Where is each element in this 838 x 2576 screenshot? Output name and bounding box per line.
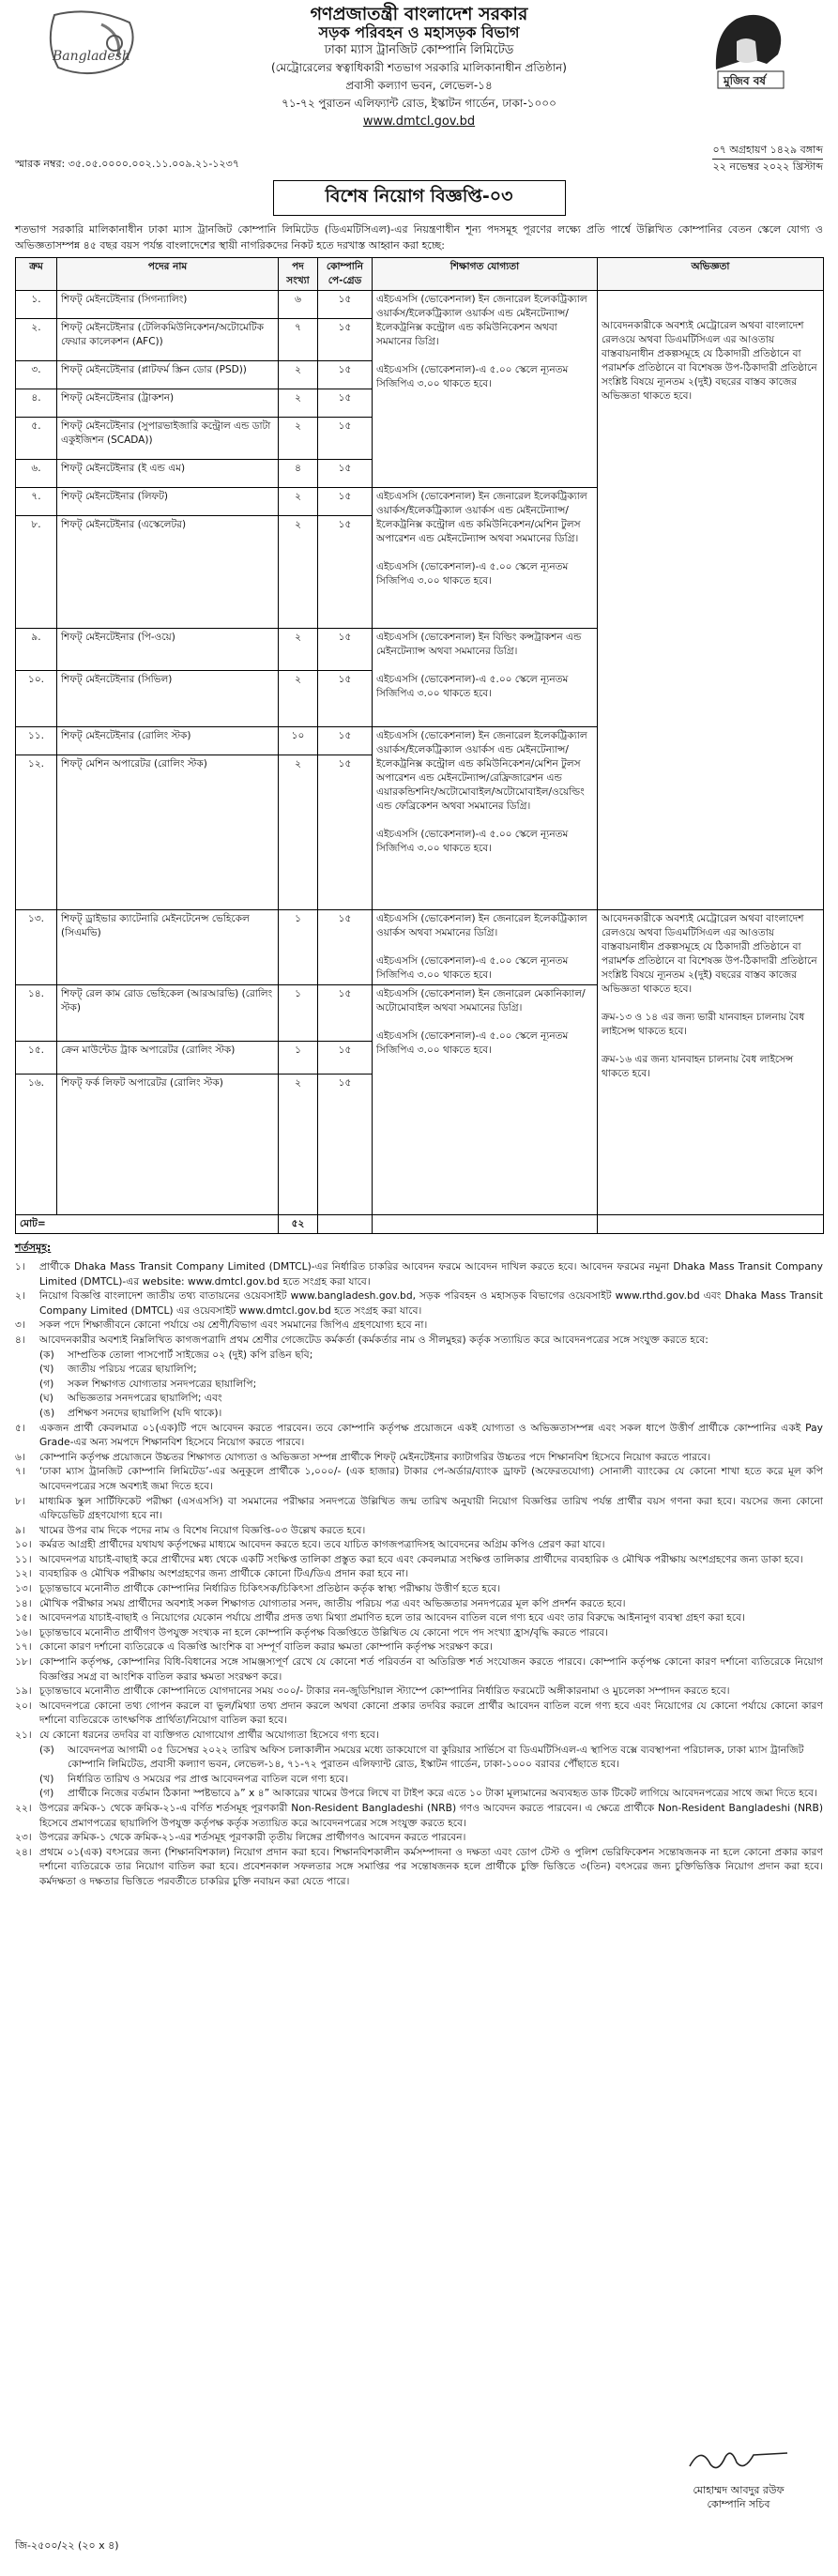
- row-grade: ১৫: [318, 1075, 373, 1215]
- row-serial: ৬.: [16, 460, 57, 488]
- row-post-name: শিফট্ মেইনটেইনার (ট্রাকশন): [57, 389, 279, 418]
- row-serial: ৩.: [16, 361, 57, 389]
- total-value: ৫২: [279, 1215, 318, 1234]
- condition-item: [15, 1537, 823, 1552]
- subitem-text: সকল শিক্ষাগত যোগ্যতার সনদপত্রের ছায়ালিপি;: [68, 1377, 257, 1390]
- row-post-name: শিফট্ মেইনটেইনার (পি-ওয়ে): [57, 629, 279, 671]
- condition-text: চূড়ান্তভাবে মনোনীত প্রার্থীকে কোম্পানির নির্ধারিত চিকিৎসক/চিকিৎসা প্রতিষ্ঠান কর্তৃক স্বাস্থ্য পরীক্ষায় উত্তীর্ণ হতে হবে।: [39, 1582, 501, 1595]
- condition-text: যে কোনো ধরনের তদবির বা ব্যক্তিগত যোগাযোগ প্রার্থীর অযোগ্যতা হিসেবে গণ্য হবে।: [39, 1729, 379, 1741]
- row-serial: ৮.: [16, 516, 57, 629]
- condition-text: খামের উপর বাম দিকে পদের নাম ও বিশেষ নিয়োগ বিজ্ঞপ্তি-০৩ উল্লেখ করতে হবে।: [39, 1523, 366, 1536]
- condition-text: নিয়োগ বিজ্ঞপ্তি বাংলাদেশ জাতীয় তথ্য বাতায়নের ওয়েবসাইট www.bangladesh.gov.bd, সড়ক পরিবহন ও মহাসড়ক বিভাগের ওয়েবসাইট www.rthd.gov.bd এবং Dhaka Mass Transit Company Limited (DMTCL) এর ওয়েবসাইট www.dmtcl.gov.bd হতে সংগ্রহ করা যাবে।: [39, 1289, 823, 1317]
- condition-number: ১৮।: [15, 1655, 32, 1669]
- condition-item: [15, 1639, 823, 1654]
- subitem-text: প্রার্থীকে নিজের বর্তমান ঠিকানা স্পষ্টভাবে ৯” x ৪” আকারের খামের উপরে লিখে বা টাইপ করে এতে ১০ টাকা মূল্যমানের অব্যবহৃত ডাক টিকেট লাগিয়ে আবেদনপত্রের সাথে জমা দিতে হবে।: [68, 1787, 817, 1800]
- condition-number: ২।: [15, 1289, 25, 1303]
- condition-number: ২৪।: [15, 1845, 32, 1858]
- row-serial: ১৩.: [16, 910, 57, 985]
- row-count: ১: [279, 910, 318, 985]
- row-grade: ১৫: [318, 755, 373, 910]
- col-header-post-count: পদ সংখ্যা: [279, 258, 318, 291]
- row-count: ২: [279, 488, 318, 516]
- condition-text: কোম্পানি কর্তৃপক্ষ প্রয়োজনে উচ্চতর শিক্ষাগত যোগ্যতা ও অভিজ্ঞতা সম্পন্ন প্রার্থীকে শিফট্ মেইনটেইনার ক্যাটাগরির উচ্চতর পদে শিক্ষানবিশ হিসেবে নিয়োগ করতে পারবে।: [39, 1450, 711, 1463]
- row-grade: ১৫: [318, 319, 373, 361]
- subitem-number: (খ): [39, 1772, 54, 1785]
- qualification-cell: এইচএসসি (ভোকেশনাল) ইন জেনারেল ইলেকট্রিক্যাল ওয়ার্কস/ইলেকট্রিক্যাল ওয়ার্কস এন্ড মেইনটেন্যান্স/ইলেকট্রনিক্স কন্ট্রোল এন্ড কমিউনিকেশন/মেশিন টুলস অপারেশন এন্ড মেইনটেন্যান্স অথবা সমমানের ডিগ্রি। এইচএসসি (ভোকেশনাল)-এ ৫.০০ স্কেলে ন্যূনতম সিজিপিএ ৩.০০ থাকতে হবে।: [373, 488, 598, 629]
- condition-item: [15, 1596, 823, 1611]
- row-count: ২: [279, 629, 318, 671]
- subitem-number: (ঘ): [39, 1392, 53, 1405]
- row-post-name: শিফট্ মেইনটেইনার (ই এন্ড এম): [57, 460, 279, 488]
- qualification-cell: এইচএসসি (ভোকেশনাল) ইন জেনারেল ইলেকট্রিক্যাল ওয়ার্কস/ইলেকট্রিক্যাল ওয়ার্কস এন্ড মেইনটেন্যান্স/ইলেকট্রনিক্স কন্ট্রোল এন্ড কমিউনিকেশন/মেশিন টুলস অপারেশন এন্ড মেইনটেন্যান্স/রেফ্রিজারেশন এন্ড এয়ারকন্ডিশনিং/অটোমোবাইল/অটোমোবাইল/ওয়েল্ডিং এন্ড ফেব্রিকেশন অথবা সমমানের ডিগ্রি। এইচএসসি (ভোকেশনাল)-এ ৫.০০ স্কেলে ন্যূনতম সিজিপিএ ৩.০০ থাকতে হবে।: [373, 727, 598, 910]
- subitem-text: জাতীয় পরিচয় পত্রের ছায়ালিপি;: [68, 1363, 197, 1376]
- condition-item: [15, 1654, 823, 1684]
- condition-number: ৫।: [15, 1421, 25, 1434]
- row-grade: ১৫: [318, 418, 373, 460]
- bangladesh-logo-icon: [36, 6, 148, 83]
- row-count: ২: [279, 755, 318, 910]
- row-count: ১: [279, 985, 318, 1042]
- condition-text: মৌখিক পরীক্ষার সময় প্রার্থীদের অবশ্যই সকল শিক্ষাগত যোগ্যতার সনদ, জাতীয় পরিচয় পত্র এবং অভিজ্ঞতার সনদপত্রের মূল কপি প্রদর্শন করতে হবে।: [39, 1596, 626, 1609]
- subitem-text: সাম্প্রতিক তোলা পাসপোর্ট সাইজের ০২ (দুই) কপি রঙিন ছবি;: [68, 1348, 313, 1361]
- row-post-name: শিফট্ মেইনটেইনার (রোলিং স্টক): [57, 727, 279, 755]
- qualification-cell: এইচএসসি (ভোকেশনাল) ইন বিল্ডিং কন্সট্রাকশন এন্ড মেইনটেন্যান্স অথবা সমমানের ডিগ্রি। এইচএসসি (ভোকেশনাল)-এ ৫.০০ স্কেলে ন্যূনতম সিজিপিএ ৩.০০ থাকতে হবে।: [373, 629, 598, 727]
- row-grade: ১৫: [318, 361, 373, 389]
- condition-text: উপরের ক্রমিক-১ থেকে ক্রমিক-২১-এ বর্ণিত শর্তসমূহ পূরণকারী Non-Resident Bangladeshi (NRB) গণও আবেদন করতে পারবেন। এ ক্ষেত্রে প্রার্থীকে Non-Resident Bangladeshi (NRB) হিসেবে প্রমাণপত্রের ছায়ালিপি উপযুক্ত কর্তৃপক্ষ কর্তৃক সত্যায়িত করে আবেদনপত্রের সঙ্গে সংযুক্ত করতে হবে।: [39, 1801, 823, 1829]
- govt-name: গণপ্রজাতন্ত্রী বাংলাদেশ সরকার: [310, 4, 528, 24]
- condition-item: [15, 1421, 823, 1450]
- row-grade: ১৫: [318, 910, 373, 985]
- col-header-post-name: পদের নাম: [57, 258, 279, 291]
- condition-number: ১৫।: [15, 1611, 32, 1624]
- date-english: ২২ নভেম্বর ২০২২ খ্রিস্টাব্দ: [712, 160, 823, 173]
- row-count: ৪: [279, 460, 318, 488]
- col-header-qualification: শিক্ষাগত যোগ্যতা: [373, 258, 598, 291]
- condition-number: ১৭।: [15, 1640, 32, 1654]
- condition-item: [15, 1566, 823, 1581]
- condition-subitem: [15, 1786, 823, 1801]
- total-row: [16, 1215, 824, 1234]
- signature-icon: [682, 2440, 795, 2477]
- row-serial: ১২.: [16, 755, 57, 910]
- condition-text: চূড়ান্তভাবে মনোনীত প্রার্থীগণ উপযুক্ত সংখ্যক না হলে কোম্পানি কর্তৃপক্ষ বিজ্ঞপ্তিতে উল্লিখিত যে কোনো পদে পদ সংখ্যা হ্রাস/বৃদ্ধি করতে পারবে।: [39, 1625, 608, 1639]
- table-row: [16, 910, 824, 985]
- col-header-experience: অভিজ্ঞতা: [598, 258, 824, 291]
- reference-row: [15, 143, 823, 175]
- condition-text: কোম্পানি কর্তৃপক্ষ, কোম্পানির বিধি-বিধানের সঙ্গে সামঞ্জস্যপূর্ণ রেখে যে কোনো শর্ত পরিবর্তন বা অতিরিক্ত শর্ত সংযোজন করতে পারবে। কোম্পানি কর্তৃপক্ষ কোনো কারণ দর্শানো ব্যতিরেকে নিয়োগ বিজ্ঞপ্তির সমগ্র বা আংশিক বাতিল করার ক্ষমতা সংরক্ষণ করে।: [39, 1655, 823, 1683]
- condition-text: চূড়ান্তভাবে মনোনীত প্রার্থীকে কোম্পানিতে যোগদানের সময় ৩০০/- টাকার নন-জুডিশিয়াল স্ট্যাম্পে কোম্পানির নির্ধারিত ফরমেটে অঙ্গীকারনামা ও মুচলেকা সম্পাদন করতে হবে।: [39, 1684, 730, 1698]
- condition-item: [15, 1728, 823, 1743]
- row-serial: ১৪.: [16, 985, 57, 1042]
- row-count: ১০: [279, 727, 318, 755]
- row-serial: ১০.: [16, 671, 57, 727]
- total-empty-cell: [318, 1215, 373, 1234]
- row-post-name: শিফট্ মেইনটেইনার (লিফট): [57, 488, 279, 516]
- row-post-name: শিফট্ মেইনটেইনার (সিগন্যালিং): [57, 291, 279, 319]
- intro-paragraph: শতভাগ সরকারি মালিকানাধীন ঢাকা ম্যাস ট্রানজিট কোম্পানি লিমিটেড (ডিএমটিসিএল)-এর নিয়ন্ত্রণাধীন শূন্য পদসমূহ পূরণের লক্ষ্যে প্রতি পার্শ্বে উল্লিখিত কোম্পানির বেতন স্কেলে যোগ্য ও অভিজ্ঞতাসম্পন্ন ৪৫ বছর বয়স পর্যন্ত বাংলাদেশের স্থায়ী নাগরিকদের নিকট হতে দরখাস্ত আহ্বান করা হচ্ছে:: [15, 223, 823, 252]
- row-count: ২: [279, 418, 318, 460]
- condition-subitem: [15, 1377, 823, 1392]
- company-name: ঢাকা ম্যাস ট্রানজিট কোম্পানি লিমিটেড: [324, 43, 514, 57]
- row-post-name: শিফট্ মেইনটেইনার (এস্কেলেটর): [57, 516, 279, 629]
- condition-subitem: [15, 1772, 823, 1787]
- row-count: ১: [279, 1042, 318, 1075]
- posts-table: [15, 257, 824, 1234]
- subitem-number: (গ): [39, 1787, 54, 1800]
- total-label: মোট=: [16, 1215, 279, 1234]
- memo-number: স্মারক নম্বর: ৩৫.০৫.০০০০.০০২.১১.০০৯.২১-১২৩৭: [15, 158, 239, 170]
- subitem-number: (গ): [39, 1377, 54, 1390]
- row-serial: ৪.: [16, 389, 57, 418]
- experience-cell: আবেদনকারীকে অবশ্যই মেট্রোরেল অথবা বাংলাদেশ রেলওয়ে অথবা ডিএমটিসিএল এর আওতায় বাস্তবায়নাধীন প্রকল্পসমূহে যে ঠিকাদারী প্রতিষ্ঠানে বা পরামর্শক প্রতিষ্ঠানে বা বিশেষজ্ঞ উপ-ঠিকাদারী প্রতিষ্ঠানে সংশ্লিষ্ট বিষয়ে ন্যূনতম ২(দুই) বছরের বাস্তব কাজের অভিজ্ঞতা থাকতে হবে। ক্রম-১৩ ও ১৪ এর জন্য ভারী যানবাহন চালনায় বৈধ লাইসেন্স থাকতে হবে। ক্রম-১৬ এর জন্য যানবাহন চালনায় বৈধ লাইসেন্স থাকতে হবে।: [598, 910, 824, 1215]
- condition-text: আবেদনপত্র যাচাই-বাছাই ও নিয়োগের যেকোন পর্যায়ে প্রার্থীর প্রদত্ত তথ্য মিথ্যা প্রমাণিত হলে তার আবেদন বাতিল বলে গণ্য হবে এবং তার বিরুদ্ধে আইনানুগ ব্যবস্থা গ্রহণ করা হবে।: [39, 1611, 745, 1624]
- condition-number: ২১।: [15, 1729, 32, 1741]
- subitem-number: (ক): [39, 1743, 54, 1756]
- row-count: ৭: [279, 319, 318, 361]
- signatory-title: কোম্পানি সচিব: [707, 2498, 770, 2510]
- row-serial: ৭.: [16, 488, 57, 516]
- row-grade: ১৫: [318, 985, 373, 1042]
- company-subtitle: (মেট্রোরেলের স্বত্বাধিকারী শতভাগ সরকারি মালিকানাধীন প্রতিষ্ঠান): [270, 61, 567, 74]
- condition-item: [15, 1288, 823, 1318]
- condition-item: [15, 1830, 823, 1845]
- conditions-title: শর্তসমূহ:: [15, 1242, 52, 1254]
- row-count: ২: [279, 516, 318, 629]
- condition-number: ১০।: [15, 1538, 32, 1551]
- condition-item: [15, 1259, 823, 1288]
- condition-number: ১৩।: [15, 1582, 32, 1595]
- qualification-cell: এইচএসসি (ভোকেশনাল) ইন জেনারেল মেকানিক্যাল/অটোমোবাইল অথবা সমমানের ডিগ্রি। এইচএসসি (ভোকেশনাল)-এ ৫.০০ স্কেলে ন্যূনতম সিজিপিএ ৩.০০ থাকতে হবে।: [373, 985, 598, 1215]
- row-count: ২: [279, 389, 318, 418]
- condition-item: [15, 1523, 823, 1538]
- row-grade: ১৫: [318, 671, 373, 727]
- condition-item: [15, 1684, 823, 1699]
- row-grade: ১৫: [318, 516, 373, 629]
- row-post-name: শিফট্ মেইনটেইনার (সুপারভাইজারি কন্ট্রোল এন্ড ডাটা একুইজিশন (SCADA)): [57, 418, 279, 460]
- subitem-text: অভিজ্ঞতার সনদপত্রের ছায়ালিপি; এবং: [68, 1392, 222, 1405]
- table-row: [16, 291, 824, 319]
- condition-subitem: [15, 1406, 823, 1421]
- condition-item: [15, 1318, 823, 1333]
- condition-text: আবেদনপত্র যাচাই-বাছাই করে প্রার্থীদের মধ্য থেকে একটি সংক্ষিপ্ত তালিকা প্রস্তুত করা হবে এবং কেবলমাত্র সংক্ষিপ্ত তালিকার প্রার্থীদের ব্যবহারিক ও মৌখিক পরীক্ষায় অংশগ্রহণের জন্য ডাকা হবে।: [39, 1552, 803, 1565]
- row-serial: ৫.: [16, 418, 57, 460]
- row-grade: ১৫: [318, 460, 373, 488]
- condition-item: [15, 1581, 823, 1596]
- total-empty-cell: [598, 1215, 824, 1234]
- condition-number: ৭।: [15, 1465, 25, 1478]
- row-serial: ৯.: [16, 629, 57, 671]
- condition-number: ৯।: [15, 1523, 25, 1536]
- row-count: ৬: [279, 291, 318, 319]
- row-serial: ১৬.: [16, 1075, 57, 1215]
- condition-text: কর্মরত আগ্রহী প্রার্থীদের যথাযথ কর্তৃপক্ষের মাধ্যমে আবেদন করতে হবে। তবে যাচিত কাগজপত্রাদিসহ আবেদনের অগ্রিম কপিও প্রেরণ করা যাবে।: [39, 1538, 605, 1551]
- row-grade: ১৫: [318, 727, 373, 755]
- condition-number: ১২।: [15, 1567, 32, 1580]
- condition-number: ৩।: [15, 1318, 25, 1332]
- condition-text: মাধ্যমিক স্কুল সার্টিফিকেট পরীক্ষা (এসএসসি) বা সমমানের পরীক্ষার সনদপত্রে উল্লিখিত জন্ম তারিখ অনুযায়ী নিয়োগ বিজ্ঞপ্তির তারিখ পর্যন্ত প্রার্থীর বয়স গণনা করা হবে। বয়সের জন্য কোনো এফিডেভিট গ্রহণযোগ্য হবে না।: [39, 1494, 823, 1522]
- signatory-name: মোহাম্মদ আবদুর রউফ: [693, 2484, 785, 2496]
- col-header-serial: ক্রম: [16, 258, 57, 291]
- condition-number: ২২।: [15, 1801, 32, 1814]
- condition-text: আবেদনপত্রে কোনো তথ্য গোপন করলে বা ভুল/মিথ্যা তথ্য প্রদান করলে অথবা কোনো প্রকার তদবির করলে প্রার্থীর আবেদন বাতিল বলে গণ্য হবে এবং নিয়োগের যে কোনো পর্যায়ে কোনো কারণ দর্শানো ব্যতিরেকে তাৎক্ষণিক প্রার্থিতা/নিয়োগ বাতিল করা হবে।: [39, 1699, 823, 1727]
- subitem-number: (ঙ): [39, 1406, 55, 1419]
- condition-subitem: [15, 1348, 823, 1363]
- notice-title: বিশেষ নিয়োগ বিজ্ঞপ্তি-০৩: [273, 180, 566, 216]
- signature-block: [682, 2440, 795, 2511]
- condition-text: প্রথমে ০১(এক) বৎসরের জন্য (শিক্ষানবিশকাল) নিয়োগ প্রদান করা হবে। শিক্ষানবিশকালীন কর্মসম্পাদনা ও দক্ষতা এবং ডোপ টেস্ট ও পুলিশ ভেরিফিকেশন সন্তোষজনক না হলে কোনো প্রকার কারণ দর্শানো ব্যতিরেকে তার নিয়োগ বাতিল করা হবে। প্রবেশনকাল সফলতার সঙ্গে সমাপ্তির পর সন্তোষজনক হলে প্রার্থীকে চুক্তি ভিত্তিতে ৩(তিন) বৎসরের জন্য চুক্তিভিত্তিক নিয়োগ প্রদান করা হবে। কর্মদক্ষতা ও দক্ষতার ভিত্তিতে পরবর্তীতে চাকরির চুক্তি নবায়ন করা যেতে পারে।: [39, 1845, 823, 1887]
- subitem-text: নির্ধারিত তারিখ ও সময়ের পর প্রাপ্ত আবেদনপত্র বাতিল বলে গণ্য হবে।: [68, 1772, 349, 1785]
- mujib-borsho-logo-icon: [699, 4, 802, 92]
- address-line-2: ৭১-৭২ পুরাতন এলিফ্যান্ট রোড, ইস্কাটন গার্ডেন, ঢাকা-১০০০: [282, 97, 556, 110]
- condition-subitem: [15, 1743, 823, 1772]
- date-block: [712, 143, 823, 175]
- condition-text: ব্যবহারিক ও মৌখিক পরীক্ষায় অংশগ্রহণের জন্য প্রার্থীকে কোনো টিএ/ডিএ প্রদান করা হবে না।: [39, 1567, 409, 1580]
- condition-item: [15, 1552, 823, 1567]
- letterhead: [15, 0, 823, 141]
- condition-item: [15, 1333, 823, 1348]
- row-count: ২: [279, 361, 318, 389]
- condition-subitem: [15, 1362, 823, 1377]
- row-post-name: শিফট্ মেইনটেইনার (প্লাটফর্ম স্ক্রিন ডোর (PSD)): [57, 361, 279, 389]
- condition-number: ২৩।: [15, 1831, 32, 1844]
- subitem-number: (খ): [39, 1363, 54, 1376]
- condition-number: ১১।: [15, 1552, 32, 1565]
- qualification-cell: এইচএসসি (ভোকেশনাল) ইন জেনারেল ইলেকট্রিক্যাল ওয়ার্কস/ইলেকট্রিক্যাল ওয়ার্কস এন্ড মেইনটেন্যান্স/ইলেকট্রনিক্স কন্ট্রোল এন্ড কমিউনিকেশন অথবা সমমানের ডিগ্রি। এইচএসসি (ভোকেশনাল)-এ ৫.০০ স্কেলে ন্যূনতম সিজিপিএ ৩.০০ থাকতে হবে।: [373, 291, 598, 488]
- condition-item: [15, 1801, 823, 1830]
- row-grade: ১৫: [318, 488, 373, 516]
- row-post-name: শিফট্ মেশিন অপারেটর (রোলিং স্টক): [57, 755, 279, 910]
- condition-text: প্রার্থীকে Dhaka Mass Transit Company Limited (DMTCL)-এর নির্ধারিত চাকরির আবেদন ফরমে আবেদন দাখিল করতে হবে। আবেদন ফরমের নমুনা Dhaka Mass Transit Company Limited (DMTCL)-এর website: www.dmtcl.gov.bd হতে সংগ্রহ করা যাবে।: [39, 1260, 823, 1288]
- condition-text: ‘ঢাকা ম্যাস ট্রানজিট কোম্পানি লিমিটেড’-এর অনুকূলে প্রার্থীকে ১,০০০/- (এক হাজার) টাকার পে-অর্ডার/ব্যাংক ড্রাফট (অফেরতযোগ্য) সোনালী ব্যাংকের যে কোনো শাখা হতে করে মূল কপি আবেদনপত্রের সঙ্গে অবশ্যই জমা দিতে হবে।: [39, 1465, 823, 1492]
- condition-item: [15, 1625, 823, 1640]
- logo-left-text: Bangladesh: [53, 49, 130, 64]
- row-count: ২: [279, 1075, 318, 1215]
- condition-item: [15, 1464, 823, 1493]
- experience-cell: আবেদনকারীকে অবশ্যই মেট্রোরেল অথবা বাংলাদেশ রেলওয়ে অথবা ডিএমটিসিএল এর আওতায় বাস্তবায়নাধীন প্রকল্পসমূহে যে ঠিকাদারী প্রতিষ্ঠানে বা পরামর্শক প্রতিষ্ঠানে বা বিশেষজ্ঞ উপ-ঠিকাদারী প্রতিষ্ঠানে সংশ্লিষ্ট বিষয়ে ন্যূনতম ২(দুই) বছরের বাস্তব কাজের অভিজ্ঞতা থাকতে হবে।: [598, 291, 824, 910]
- row-post-name: শিফট্ রেল কাম রোড ভেহিকেল (আরআরভি) (রোলিং স্টক): [57, 985, 279, 1042]
- condition-number: ৪।: [15, 1333, 25, 1346]
- condition-number: ১।: [15, 1260, 25, 1273]
- condition-number: ৮।: [15, 1494, 25, 1507]
- row-count: ২: [279, 671, 318, 727]
- logo-right-text: মুজিব বর্ষ: [724, 74, 766, 87]
- condition-text: আবেদনকারীর অবশ্যই নিম্নলিখিত কাগজপত্রাদি প্রথম শ্রেণীর গেজেটেড কর্মকর্তা (কর্মকর্তার নাম ও সীলমুহর) কর্তৃক সত্যায়িত করে আবেদনপত্রের সঙ্গে সংযুক্ত করতে হবে:: [39, 1333, 708, 1346]
- row-grade: ১৫: [318, 291, 373, 319]
- condition-subitem: [15, 1391, 823, 1406]
- row-post-name: শিফট্ ফর্ক লিফট অপারেটর (রোলিং স্টক): [57, 1075, 279, 1215]
- row-post-name: ক্রেন মাউন্টেড ট্রাক অপারেটর (রোলিং স্টক): [57, 1042, 279, 1075]
- condition-number: ২০।: [15, 1699, 32, 1712]
- condition-number: ১৬।: [15, 1625, 32, 1639]
- row-post-name: শিফট্ মেইনটেইনার (টেলিকমিউনিকেশন/অটোমেটিক ফেয়ার কালেকশন (AFC)): [57, 319, 279, 361]
- row-serial: ১১.: [16, 727, 57, 755]
- condition-text: একজন প্রার্থী কেবলমাত্র ০১(এক)টি পদে আবেদন করতে পারবেন। তবে কোম্পানি কর্তৃপক্ষ প্রয়োজনে একই যোগ্যতা ও অভিজ্ঞতাসম্পন্ন এবং সকল ধাপে উত্তীর্ণ প্রার্থীকে কোম্পানির একই Pay Grade-এর অন্য সমপদে শিক্ষানবিশ হিসেবে নিয়োগ করতে পারবে।: [39, 1421, 823, 1449]
- condition-item: [15, 1494, 823, 1523]
- row-post-name: শিফট্ মেইনটেইনার (সিভিল): [57, 671, 279, 727]
- condition-text: কোনো কারণ দর্শানো ব্যতিরেকে এ বিজ্ঞপ্তি আংশিক বা সম্পূর্ণ বাতিল করার ক্ষমতা কোম্পানি কর্তৃপক্ষ সংরক্ষণ করে।: [39, 1640, 494, 1654]
- address-line-1: প্রবাসী কল্যাণ ভবন, লেভেল-১৪: [345, 79, 493, 92]
- row-serial: ১৫.: [16, 1042, 57, 1075]
- row-grade: ১৫: [318, 1042, 373, 1075]
- website-link[interactable]: www.dmtcl.gov.bd: [362, 114, 476, 129]
- print-code: জি-২৫০০/২২ (২০ x ৪): [15, 2539, 119, 2552]
- table-header-row: [16, 258, 824, 291]
- qualification-cell: এইচএসসি (ভোকেশনাল) ইন জেনারেল ইলেকট্রিক্যাল ওয়ার্কস অথবা সমমানের ডিগ্রি। এইচএসসি (ভোকেশনাল)-এ ৫.০০ স্কেলে ন্যূনতম সিজিপিএ ৩.০০ থাকতে হবে।: [373, 910, 598, 985]
- condition-number: ১৪।: [15, 1596, 32, 1609]
- row-serial: ২.: [16, 319, 57, 361]
- condition-text: সকল পদে শিক্ষাজীবনে কোনো পর্যায়ে ৩য় শ্রেণী/বিভাগ এবং সমমানের জিপিএ গ্রহণযোগ্য হবে না।: [39, 1318, 428, 1332]
- condition-item: [15, 1699, 823, 1728]
- subitem-text: আবেদনপত্র আগামী ০৫ ডিসেম্বর ২০২২ তারিখ অফিস চলাকালীন সময়ের মধ্যে ডাকযোগে বা কুরিয়ার সার্ভিসে বা ডিএমটিসিএল-এ স্থাপিত বক্সে ব্যবস্থাপনা পরিচালক, ঢাকা ম্যাস ট্রানজিট কোম্পানি লিমিটেড, প্রবাসী কল্যাণ ভবন, লেভেল-১৪, ৭১-৭২ পুরাতন এলিফ্যান্ট রোড, ইস্কাটন গার্ডেন, ঢাকা-১০০০ বরাবর পৌঁছাতে হবে।: [68, 1743, 804, 1771]
- col-header-pay-grade: কোম্পানি পে-গ্রেড: [318, 258, 373, 291]
- condition-item: [15, 1450, 823, 1465]
- subitem-number: (ক): [39, 1348, 54, 1361]
- subitem-text: প্রশিক্ষণ সনদের ছায়ালিপি (যদি থাকে)।: [68, 1406, 222, 1419]
- condition-number: ৬।: [15, 1450, 25, 1463]
- conditions-list: [15, 1259, 823, 1889]
- date-bangla: ০৭ অগ্রহায়ণ ১৪২৯ বঙ্গাব্দ: [712, 143, 823, 160]
- row-post-name: শিফট্ ড্রাইভার ক্যাটেনারি মেইনটেনেন্স ভেহিকেল (সিএমভি): [57, 910, 279, 985]
- row-grade: ১৫: [318, 629, 373, 671]
- condition-item: [15, 1845, 823, 1889]
- condition-number: ১৯।: [15, 1684, 32, 1698]
- division-name: সড়ক পরিবহন ও মহাসড়ক বিভাগ: [318, 23, 520, 41]
- condition-item: [15, 1610, 823, 1625]
- condition-text: উপরের ক্রমিক-১ থেকে ক্রমিক-২১-এর শর্তসমূহ পূরণকারী তৃতীয় লিঙ্গের প্রার্থীগণও আবেদন করতে পারবেন।: [39, 1831, 466, 1844]
- total-empty-cell: [373, 1215, 598, 1234]
- row-grade: ১৫: [318, 389, 373, 418]
- row-serial: ১.: [16, 291, 57, 319]
